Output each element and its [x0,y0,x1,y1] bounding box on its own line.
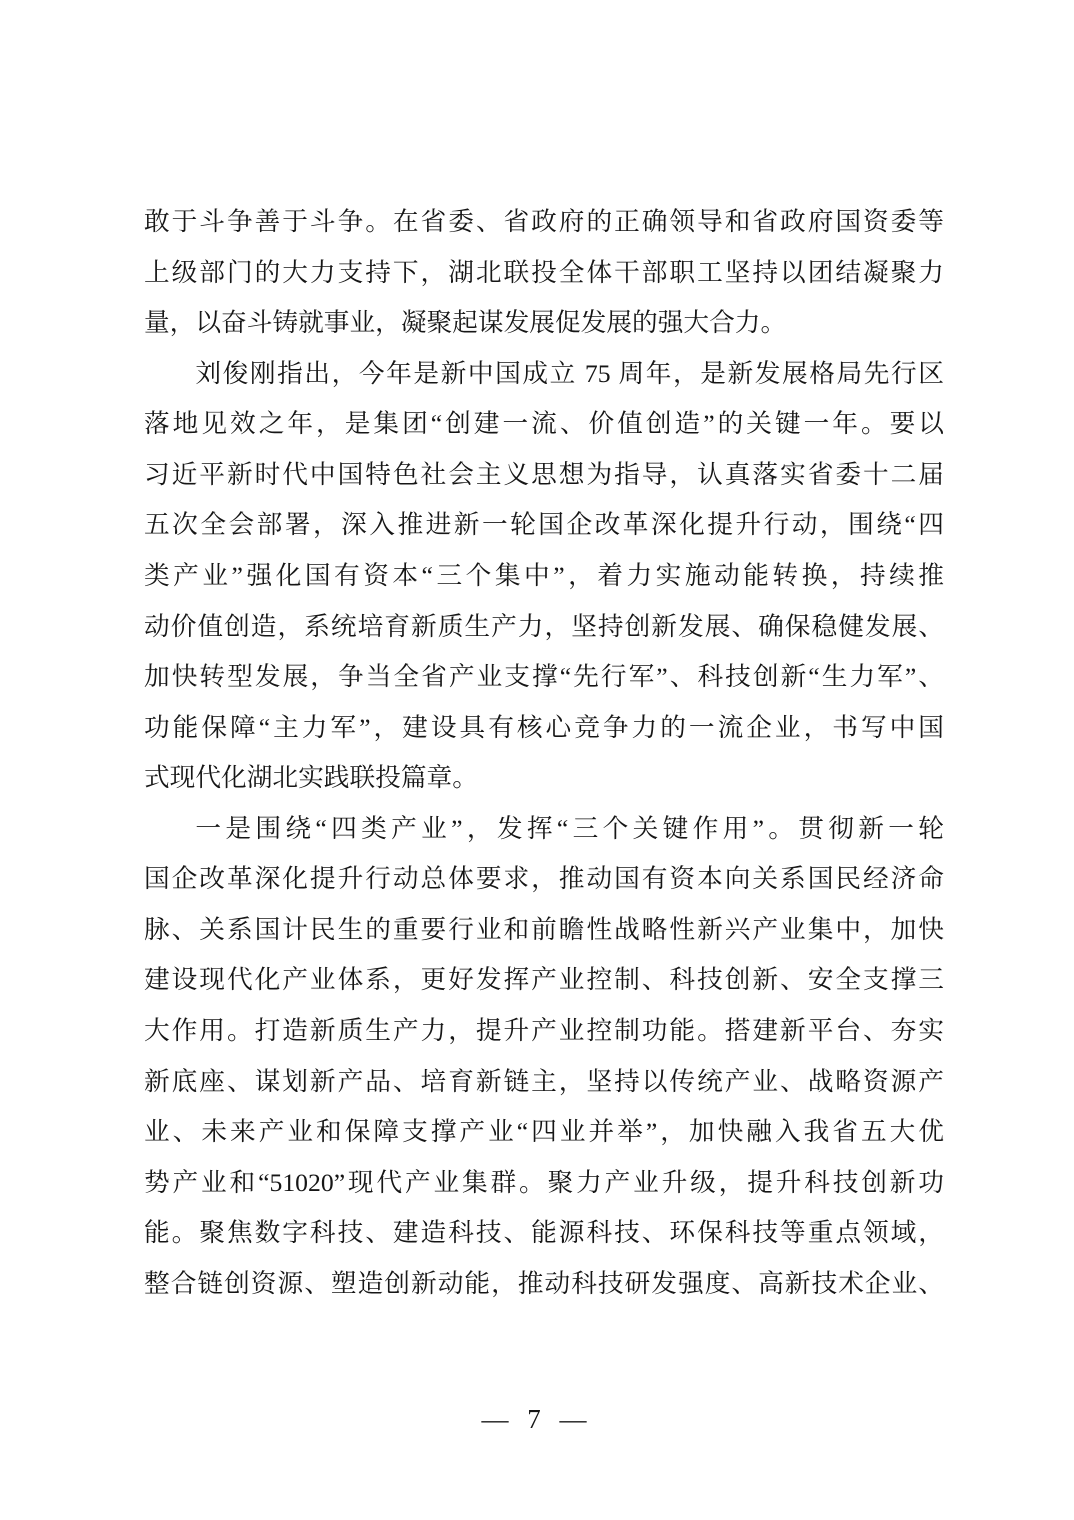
page-number: — 7 — [481,1404,593,1434]
text-line: 业、未来产业和保障支撑产业“四业并举”，加快融入我省五大优 [144,1117,944,1147]
text-line: 加快转型发展，争当全省产业支撑“先行军”、科技创新“生力军”、 [144,662,944,692]
text-line: 新底座、谋划新产品、培育新链主，坚持以传统产业、战略资源产 [144,1066,944,1096]
text-line: 势产业和“51020”现代产业集群。聚力产业升级，提升科技创新功 [144,1167,944,1197]
text-line: 刘俊刚指出，今年是新中国成立 75 周年，是新发展格局先行区 [195,358,944,388]
text-line: 国企改革深化提升行动总体要求，推动国有资本向关系国民经济命 [144,864,944,894]
text-line: 式现代化湖北实践联投篇章。 [144,763,478,793]
page-footer [0,1404,1074,1435]
text-line: 大作用。打造新质生产力，提升产业控制功能。搭建新平台、夯实 [144,1016,944,1045]
text-line: 量，以奋斗铸就事业，凝聚起谋发展促发展的强大合力。 [144,308,787,338]
text-line: 建设现代化产业体系，更好发挥产业控制、科技创新、安全支撑三 [144,965,944,995]
text-line: 一是围绕“四类产业”，发挥“三个关键作用”。贯彻新一轮 [195,813,944,843]
text-line: 习近平新时代中国特色社会主义思想为指导，认真落实省委十二届 [144,459,944,489]
text-line: 整合链创资源、塑造创新动能，推动科技研发强度、高新技术企业、 [144,1268,944,1298]
text-line: 动价值创造，系统培育新质生产力，坚持创新发展、确保稳健发展、 [144,611,944,641]
text-line: 脉、关系国计民生的重要行业和前瞻性战略性新兴产业集中，加快 [144,914,944,944]
text-line: 五次全会部署，深入推进新一轮国企改革深化提升行动，围绕“四 [144,510,944,540]
text-line: 落地见效之年，是集团“创建一流、价值创造”的关键一年。要以 [144,409,944,439]
text-line: 上级部门的大力支持下，湖北联投全体干部职工坚持以团结凝聚力 [144,257,944,287]
document-body [144,197,944,1309]
paragraph [144,804,944,1310]
text-line: 类产业”强化国有资本“三个集中”，着力实施动能转换，持续推 [144,560,944,590]
text-line: 功能保障“主力军”，建设具有核心竞争力的一流企业，书写中国 [144,712,944,742]
paragraph [144,349,944,804]
text-line: 敢于斗争善于斗争。在省委、省政府的正确领导和省政府国资委等 [144,207,944,236]
paragraph [144,197,944,349]
text-line: 能。聚焦数字科技、建造科技、能源科技、环保科技等重点领域， [144,1218,944,1248]
